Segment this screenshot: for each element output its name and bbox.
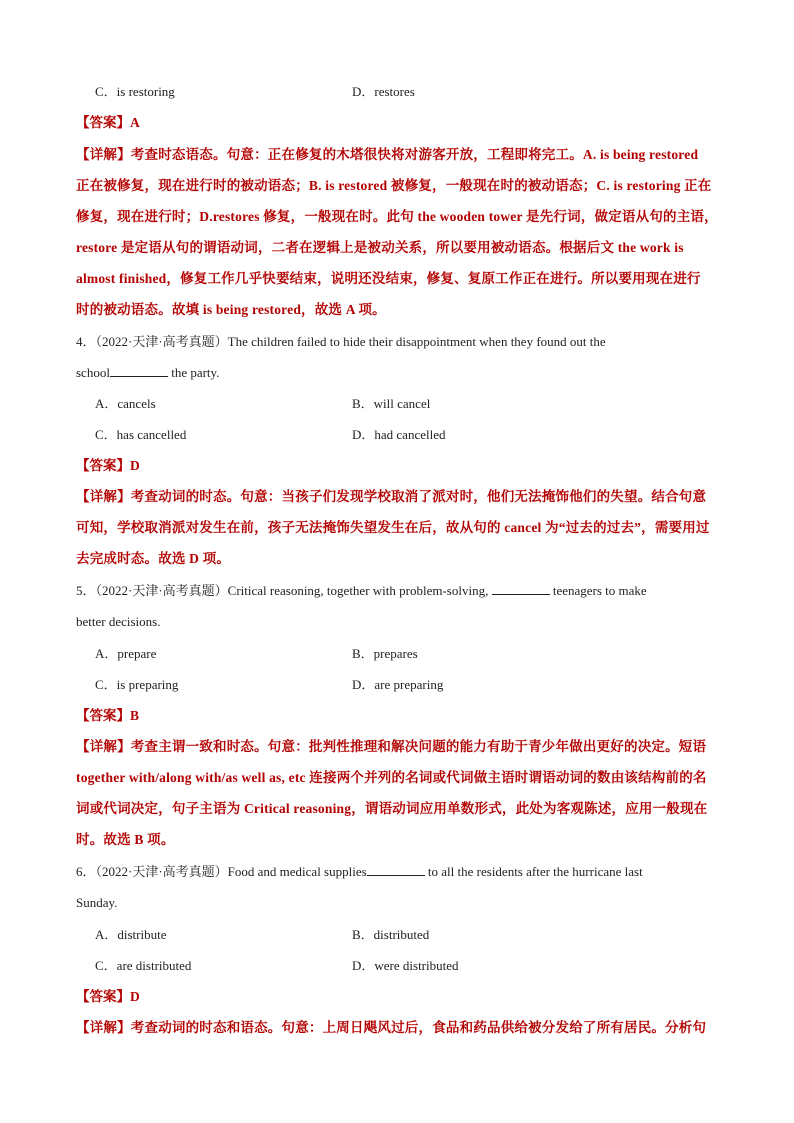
q3-option-d: D．restores	[352, 84, 415, 99]
q3-explanation-line: almost finished，修复工作几乎快要结束，说明还没结束，修复、复原工作正在进行。所以要用现在进行	[76, 271, 701, 286]
q5-stem	[76, 582, 647, 600]
q6-option-b: B．distributed	[352, 927, 430, 942]
q4-explanation-line: 可知，学校取消派对发生在前，孩子无法掩饰失望发生在后，故从句的 cancel 为“过去的过去”，需要用过	[76, 520, 710, 535]
q6-stem-part: 6．（2022·天津·高考真题）Food and medical supplies	[76, 864, 367, 879]
q4-blank	[110, 364, 168, 377]
q4-option-d: D．had cancelled	[352, 427, 446, 442]
q5-stem-line-2: better decisions.	[76, 614, 161, 629]
q4-stem: 4．（2022·天津·高考真题）The children failed to hide their disappointment when they found out the	[76, 334, 606, 349]
q4-stem-line-2	[76, 364, 219, 382]
q5-explanation-line: 时。故选 B 项。	[76, 832, 175, 847]
q3-answer: 【答案】A	[76, 115, 140, 130]
q6-blank	[367, 863, 425, 876]
q4-explanation-line: 【详解】考查动词的时态。句意：当孩子们发现学校取消了派对时，他们无法掩饰他们的失望。结合句意	[76, 489, 707, 504]
q3-explanation-line: 修复，现在进行时；D.restores 修复，一般现在时。此句 the wooden tower 是先行词，做定语从句的主语，	[76, 209, 718, 224]
q4-explanation-line: 去完成时态。故选 D 项。	[76, 551, 231, 566]
q5-stem-part: teenagers to make	[549, 583, 647, 598]
q5-explanation-line: 词或代词决定，句子主语为 Critical reasoning，谓语动词应用单数形式，此处为客观陈述，应用一般现在	[76, 801, 708, 816]
q6-option-a: A．distribute	[95, 927, 167, 942]
q3-explanation-line: 【详解】考查时态语态。句意：正在修复的木塔很快将对游客开放，工程即将完工。A. is being restored	[76, 147, 699, 162]
q6-answer: 【答案】D	[76, 989, 140, 1004]
q5-stem-part: 5．（2022·天津·高考真题）Critical reasoning, together with problem-solving,	[76, 583, 489, 598]
q5-explanation-line: together with/along with/as well as, etc 连接两个并列的名词或代词做主语时谓语动词的数由该结构前的名	[76, 770, 707, 785]
q6-stem	[76, 863, 643, 881]
q4-option-a: A．cancels	[95, 396, 156, 411]
q3-explanation-line: 时的被动语态。故填 is being restored，故选 A 项。	[76, 302, 386, 317]
q5-blank	[492, 582, 550, 595]
q6-option-d: D．were distributed	[352, 958, 459, 973]
q6-stem-part: to all the residents after the hurricane last	[424, 864, 643, 879]
q5-explanation-line: 【详解】考查主谓一致和时态。句意：批判性推理和解决问题的能力有助于青少年做出更好的决定。短语	[76, 739, 707, 754]
q4-answer: 【答案】D	[76, 458, 140, 473]
q4-option-b: B．will cancel	[352, 396, 431, 411]
q4-option-c: C．has cancelled	[95, 427, 187, 442]
q3-explanation-line: 正在被修复，现在进行时的被动语态；B. is restored 被修复，一般现在时的被动语态；C. is restoring 正在	[76, 178, 712, 193]
q4-stem-part: school	[76, 365, 110, 380]
q6-stem-line-2: Sunday.	[76, 895, 118, 910]
q5-option-c: C．is preparing	[95, 677, 179, 692]
q5-option-b: B．prepares	[352, 646, 418, 661]
q3-option-c: C．is restoring	[95, 84, 175, 99]
q5-option-d: D．are preparing	[352, 677, 444, 692]
q3-explanation-line: restore 是定语从句的谓语动词，二者在逻辑上是被动关系，所以要用被动语态。根据后文 the work is	[76, 240, 684, 255]
q6-explanation-line: 【详解】考查动词的时态和语态。句意：上周日飓风过后，食品和药品供给被分发给了所有居民。分析句	[76, 1020, 707, 1035]
q5-option-a: A．prepare	[95, 646, 157, 661]
q6-option-c: C．are distributed	[95, 958, 192, 973]
q4-stem-part: the party.	[167, 365, 220, 380]
q5-answer: 【答案】B	[76, 708, 140, 723]
